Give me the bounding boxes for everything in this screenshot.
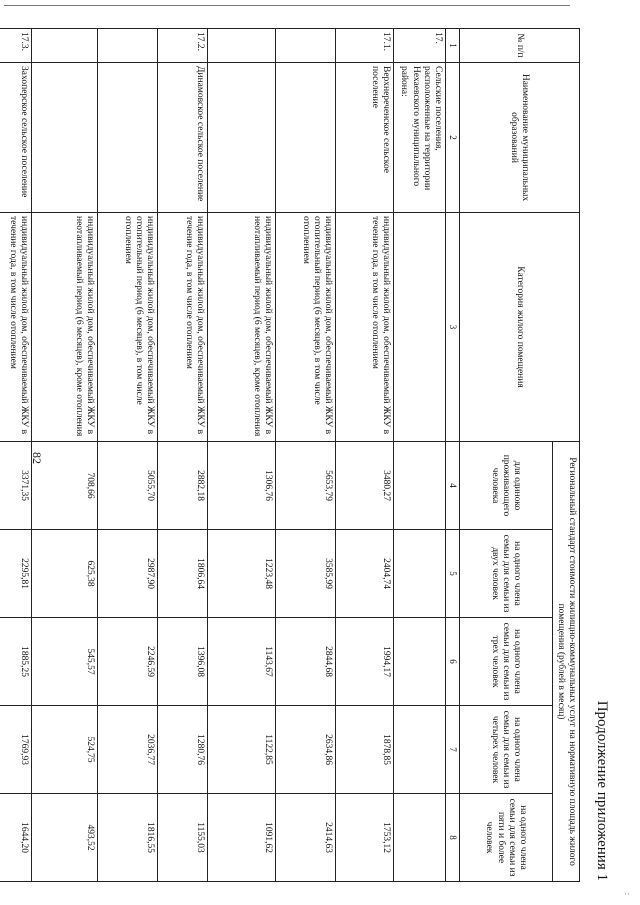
- housing-category: [393, 213, 445, 442]
- subheader-5: на одного члена семьи для семьи из пяти и более человек: [459, 794, 552, 882]
- subheader-1: для одиноко проживающего человека: [459, 442, 552, 530]
- municipality-name: [275, 63, 335, 213]
- value-cell: [393, 706, 445, 794]
- column-number-3: 3: [445, 213, 459, 442]
- row-number: 17.3.: [0, 29, 31, 63]
- tariff-table: [0, 28, 580, 882]
- value-cell: 1644,20: [0, 794, 31, 882]
- value-cell: [393, 794, 445, 882]
- value-cell: 625,38: [31, 530, 97, 618]
- value-cell: 2404,74: [335, 530, 393, 618]
- municipality-name: Сельские поселения, расположенные на территории Нехаевского муниципального района:: [393, 63, 445, 213]
- row-number: [275, 29, 335, 63]
- value-cell: 1994,17: [335, 618, 393, 706]
- value-cell: [393, 530, 445, 618]
- value-cell: 2844,68: [275, 618, 335, 706]
- column-number-7: 7: [445, 706, 459, 794]
- value-cell: 2246,59: [97, 618, 157, 706]
- row-number: [207, 29, 275, 63]
- table-row: [0, 29, 31, 882]
- municipality-name: [97, 63, 157, 213]
- value-cell: 708,66: [31, 442, 97, 530]
- header-category: Категория жилого помещения: [459, 213, 579, 442]
- page-number: 82: [30, 452, 44, 464]
- housing-category: индивидуальный жилой дом, обеспечиваемый ЖКУ в неотапливаемый период (6 месяцев), кроме отопления: [207, 213, 275, 442]
- top-scan-rule: [4, 5, 570, 6]
- value-cell: 1806,64: [157, 530, 207, 618]
- value-cell: 2036,77: [97, 706, 157, 794]
- value-cell: 3480,27: [335, 442, 393, 530]
- header-standard: Региональный стандарт стоимости жилищно-коммунальных услуг на нормативную площадь жилого помещения (рублей в месяц): [552, 442, 579, 882]
- value-cell: [393, 618, 445, 706]
- row-number: 17.: [393, 29, 445, 63]
- value-cell: [393, 442, 445, 530]
- municipality-name: [207, 63, 275, 213]
- table-row: [31, 29, 97, 882]
- value-cell: 1091,62: [207, 794, 275, 882]
- appendix-caption: Продолжение приложения 1: [594, 700, 610, 881]
- value-cell: 1223,48: [207, 530, 275, 618]
- municipality-name: Динамовское сельское поселение: [157, 63, 207, 213]
- table-row: [157, 29, 207, 882]
- column-number-row: [445, 29, 459, 882]
- value-cell: 1769,93: [0, 706, 31, 794]
- value-cell: 545,57: [31, 618, 97, 706]
- column-number-5: 5: [445, 530, 459, 618]
- table-row: [393, 29, 445, 882]
- value-cell: 3585,99: [275, 530, 335, 618]
- column-number-2: 2: [445, 63, 459, 213]
- table-row: [207, 29, 275, 882]
- housing-category: индивидуальный жилой дом, обеспечиваемый ЖКУ в течение года, в том числе отоплением: [335, 213, 393, 442]
- value-cell: 524,75: [31, 706, 97, 794]
- housing-category: индивидуальный жилой дом, обеспечиваемый ЖКУ в отопительный период (6 месяцев), в том числе отоплением: [275, 213, 335, 442]
- table-row: [275, 29, 335, 882]
- value-cell: 1155,03: [157, 794, 207, 882]
- value-cell: 1816,55: [97, 794, 157, 882]
- value-cell: 1885,25: [0, 618, 31, 706]
- housing-category: индивидуальный жилой дом, обеспечиваемый ЖКУ в течение года, в том числе отоплением: [157, 213, 207, 442]
- value-cell: 3371,35: [0, 442, 31, 530]
- value-cell: 5055,70: [97, 442, 157, 530]
- value-cell: 1306,76: [207, 442, 275, 530]
- subheader-3: на одного члена семьи для семьи из трех человек: [459, 618, 552, 706]
- row-number: 17.1.: [335, 29, 393, 63]
- table-body: [0, 29, 445, 882]
- subheader-2: на одного члена семьи для семьи из двух человек: [459, 530, 552, 618]
- subheader-4: на одного члена семьи для семьи из четырех человек: [459, 706, 552, 794]
- value-cell: 2414,63: [275, 794, 335, 882]
- housing-category: индивидуальный жилой дом, обеспечиваемый ЖКУ в течение года, в том числе отоплением: [0, 213, 31, 442]
- table-row: [97, 29, 157, 882]
- value-cell: 2882,18: [157, 442, 207, 530]
- header-name: Наименование муниципальных образований: [459, 63, 579, 213]
- value-cell: 1753,12: [335, 794, 393, 882]
- column-number-4: 4: [445, 442, 459, 530]
- rotated-page-content: [7, 28, 614, 881]
- value-cell: 1878,85: [335, 706, 393, 794]
- column-number-6: 6: [445, 618, 459, 706]
- table-row: [335, 29, 393, 882]
- column-number-1: 1: [445, 29, 459, 63]
- row-number: 17.2.: [157, 29, 207, 63]
- row-number: [31, 29, 97, 63]
- value-cell: 1280,76: [157, 706, 207, 794]
- housing-category: индивидуальный жилой дом, обеспечиваемый ЖКУ в отопительный период (6 месяцев), в том числе отоплением: [97, 213, 157, 442]
- header-num: № п/п: [459, 29, 579, 63]
- row-number: [97, 29, 157, 63]
- value-cell: 2634,86: [275, 706, 335, 794]
- value-cell: 1122,85: [207, 706, 275, 794]
- value-cell: 1143,67: [207, 618, 275, 706]
- column-number-8: 8: [445, 794, 459, 882]
- housing-category: индивидуальный жилой дом, обеспечиваемый ЖКУ в неотапливаемый период (6 месяцев), кроме отопления: [31, 213, 97, 442]
- value-cell: 1396,08: [157, 618, 207, 706]
- value-cell: 5653,79: [275, 442, 335, 530]
- municipality-name: Захоперское сельское поселение: [0, 63, 31, 213]
- scan-mark: ··: [624, 889, 630, 899]
- value-cell: 2295,81: [0, 530, 31, 618]
- value-cell: 2987,90: [97, 530, 157, 618]
- municipality-name: Верхнереченское сельское поселение: [335, 63, 393, 213]
- value-cell: 493,52: [31, 794, 97, 882]
- municipality-name: [31, 63, 97, 213]
